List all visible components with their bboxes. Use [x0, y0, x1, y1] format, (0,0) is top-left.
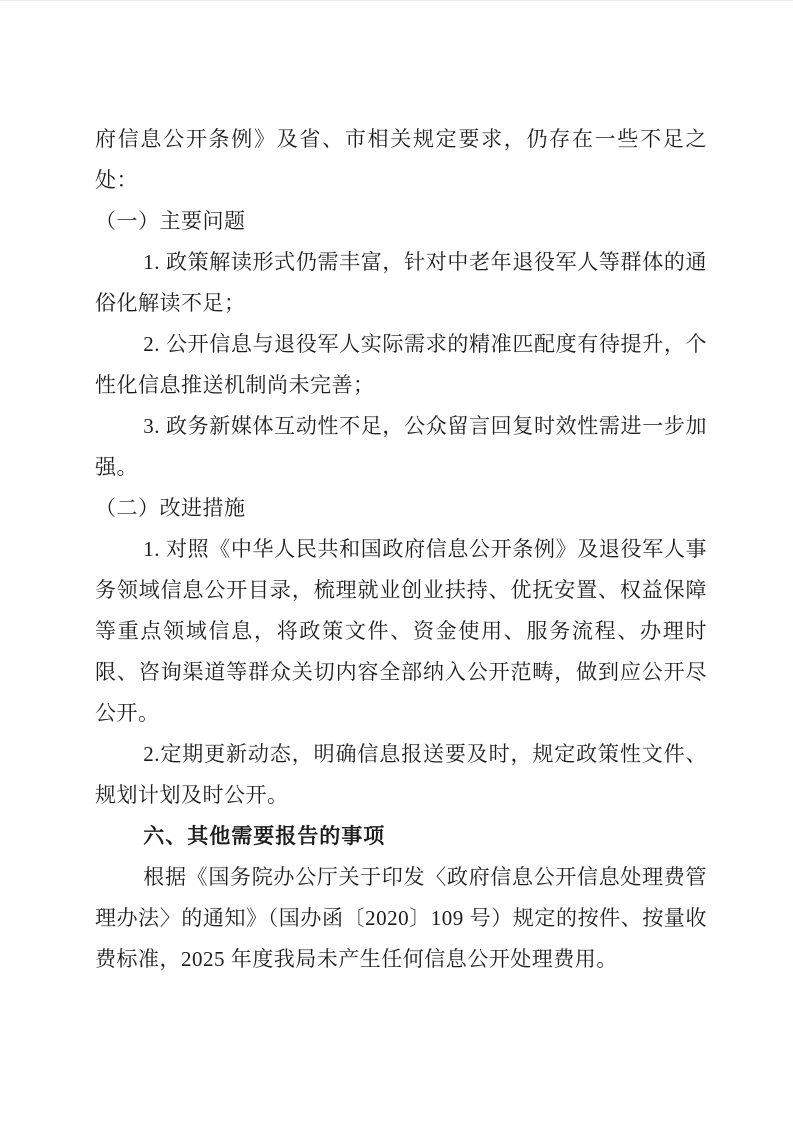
section-heading-other-matters: 六、其他需要报告的事项: [143, 825, 386, 848]
numbered-item-3-problems: 3. 政务新媒体互动性不足，公众留言回复时效性需进一步加强。: [95, 414, 707, 479]
document-body: [95, 119, 707, 980]
paragraph-processing-fees: 根据《国务院办公厅关于印发〈政府信息公开信息处理费管理办法〉的通知》（国办函〔2020〕109 号）规定的按件、按量收费标准，2025 年度我局未产生任何信息公开处理费用。: [95, 865, 707, 971]
paragraph-continuation: 府信息公开条例》及省、市相关规定要求，仍存在一些不足之处：: [95, 127, 707, 192]
numbered-item-2-measures: 2.定期更新动态，明确信息报送要及时，规定政策性文件、规划计划及时公开。: [95, 742, 707, 807]
sub-heading-improvement-measures: （二）改进措施: [95, 496, 246, 520]
sub-heading-main-problems: （一）主要问题: [95, 209, 246, 233]
numbered-item-2-problems: 2. 公开信息与退役军人实际需求的精准匹配度有待提升，个性化信息推送机制尚未完善；: [95, 332, 707, 397]
numbered-item-1-problems: 1. 政策解读形式仍需丰富，针对中老年退役军人等群体的通俗化解读不足；: [95, 250, 707, 315]
numbered-item-1-measures: 1. 对照《中华人民共和国政府信息公开条例》及退役军人事务领域信息公开目录，梳理就业创业扶持、优抚安置、权益保障等重点领域信息，将政策文件、资金使用、服务流程、办理时限、咨询渠道等群众关切内容全部纳入公开范畴，做到应公开尽公开。: [95, 537, 707, 725]
